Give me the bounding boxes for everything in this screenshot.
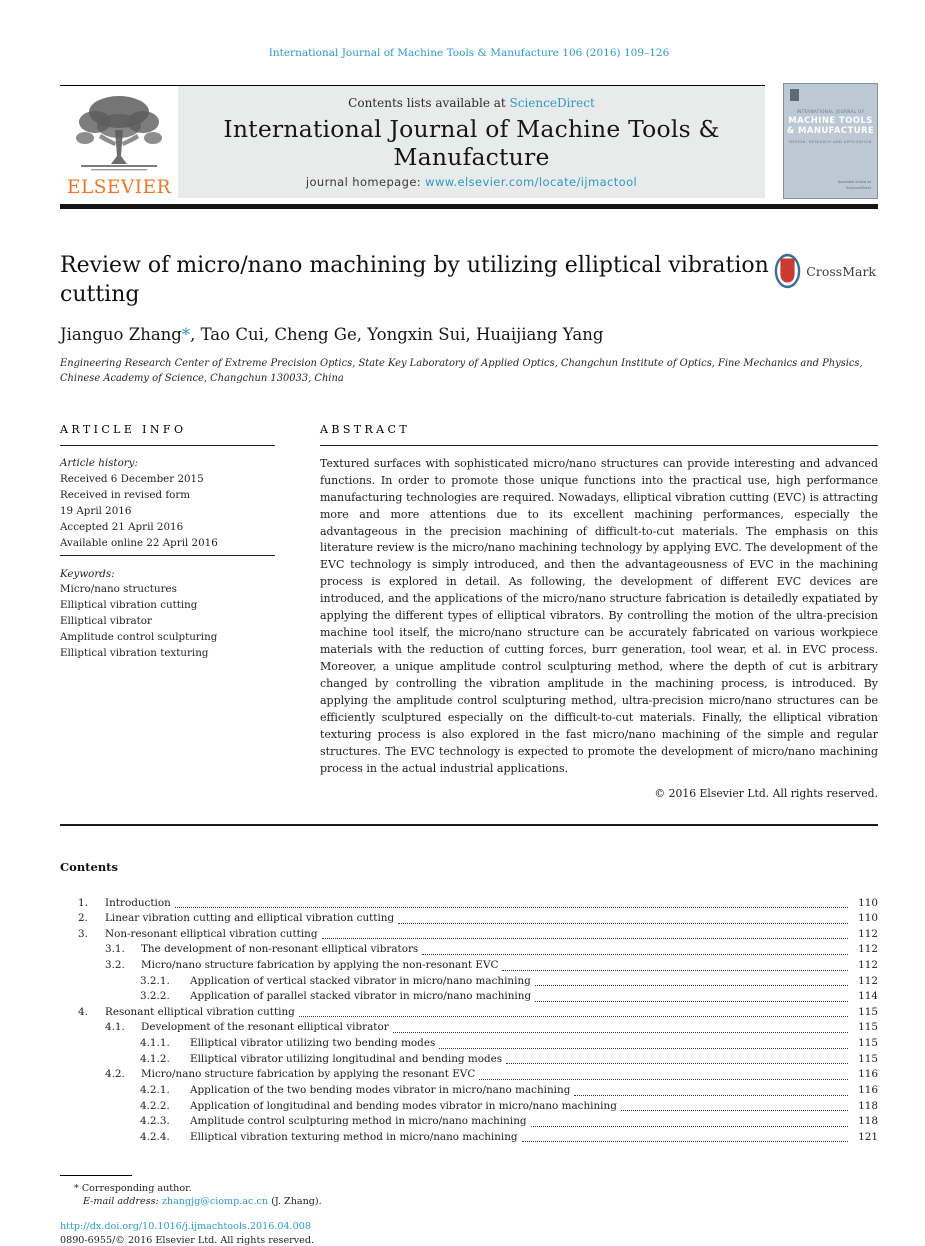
author-others: , Tao Cui, Cheng Ge, Yongxin Sui, Huaijiang Yang bbox=[190, 325, 604, 345]
article-history-label: Article history: bbox=[60, 456, 138, 469]
toc-entry-page: 115 bbox=[858, 1021, 878, 1034]
abstract-text: Textured surfaces with sophisticated micro/nano structures can provide interesting and advanced functions. In order to promote those unique functions into the practical use, high performance manufacturing technologies are required. Nowadays, elliptical vibration cutting (EVC) is attracting more and more attentions due to its excellent machining performances, especially the advantageous in the precision machining of difficult-to-cut materials. The emphasis on this literature review is the micro/nano machining technology by applying EVC. The development of the EVC technology is simply introduced, and then the advantageousness of EVC in the machining process is explored in detail. As following, the development of different EVC devices are introduced, and the applications of the micro/nano structure fabrication is detailedly expatiated by applying the different types of elliptical vibrators. By controlling the motion of the ultra-precision machine tool itself, the micro/nano structure can be accurately fabricated on various workpiece materials with the reduction of cutting forces, burr generation, tool wear, et al. in EVC process. Moreover, a unique amplitude control sculpturing method, where the depth of cut is arbitrary changed by controlling the vibration amplitude in the machining process, is introduced. By applying the amplitude control sculpturing method, ultra-precision micro/nano structures can be efficiently sculptured especially on the difficult-to-cut materials. Finally, the elliptical vibration texturing process is also explored in the fast micro/nano machining of the simple and regular structures. The EVC technology is expected to promote the development of micro/nano machining process in the actual industrial applications. bbox=[320, 456, 878, 775]
running-head-citation: International Journal of Machine Tools & Manufacture 106 (2016) 109–126 bbox=[268, 47, 670, 59]
header-divider bbox=[60, 204, 878, 209]
toc-entry-number: 4.1. bbox=[105, 1021, 125, 1034]
toc-dot-leader bbox=[506, 1063, 848, 1064]
toc-entry[interactable] bbox=[60, 942, 878, 958]
cover-footer-line2: ScienceDirect bbox=[846, 185, 871, 190]
keyword-line: Micro/nano structures bbox=[60, 583, 177, 596]
history-divider-rule bbox=[60, 555, 275, 556]
toc-entry[interactable] bbox=[60, 1083, 878, 1099]
footnote-rule bbox=[60, 1175, 132, 1176]
toc-entry-label: Introduction bbox=[105, 896, 171, 909]
cover-subtitle: DESIGN, RESEARCH AND APPLICATION bbox=[789, 139, 872, 145]
journal-homepage-link[interactable]: www.elsevier.com/locate/ijmactool bbox=[425, 175, 638, 189]
article-history-line: Received in revised form bbox=[60, 488, 191, 501]
toc-entry-label: Elliptical vibrator utilizing longitudinal and bending modes bbox=[190, 1052, 503, 1065]
journal-cover-thumbnail bbox=[783, 83, 878, 199]
toc-entry[interactable] bbox=[60, 958, 878, 974]
toc-dot-leader bbox=[621, 1110, 848, 1111]
toc-entry[interactable] bbox=[60, 1114, 878, 1130]
contents-lists-line bbox=[178, 96, 765, 110]
cover-title bbox=[784, 116, 877, 136]
crossmark-label: CrossMark bbox=[806, 263, 876, 279]
toc-entry-label: The development of non-resonant elliptical vibrators bbox=[141, 943, 419, 956]
abstract-heading: ABSTRACT bbox=[320, 422, 411, 436]
toc-entry-number: 4.2.3. bbox=[140, 1115, 170, 1128]
journal-title: International Journal of Machine Tools & Manufacture bbox=[223, 114, 720, 171]
abstract-column bbox=[320, 423, 878, 800]
table-of-contents bbox=[60, 896, 878, 1146]
toc-entry-label: Non-resonant elliptical vibration cutting bbox=[105, 927, 318, 940]
toc-entry-label: Amplitude control sculpturing method in micro/nano machining bbox=[190, 1115, 527, 1128]
email-suffix: (J. Zhang). bbox=[268, 1196, 322, 1208]
toc-entry-label: Application of longitudinal and bending modes vibrator in micro/nano machining bbox=[190, 1099, 617, 1112]
toc-dot-leader bbox=[535, 985, 848, 986]
keyword-line: Elliptical vibrator bbox=[60, 615, 152, 628]
cover-publisher-icon bbox=[790, 89, 799, 101]
toc-entry[interactable] bbox=[60, 896, 878, 912]
footnote-block bbox=[60, 1175, 878, 1246]
cover-kicker: INTERNATIONAL JOURNAL OF bbox=[796, 109, 865, 114]
toc-entry[interactable] bbox=[60, 1005, 878, 1021]
sciencedirect-link[interactable]: ScienceDirect bbox=[509, 96, 595, 110]
issn-copyright-line: 0890-6955/© 2016 Elsevier Ltd. All rights reserved. bbox=[60, 1235, 315, 1246]
toc-dot-leader bbox=[398, 923, 848, 924]
article-title: Review of micro/nano machining by utilizing elliptical vibration cutting bbox=[60, 253, 769, 308]
toc-entry-page: 112 bbox=[858, 943, 878, 956]
toc-entry-label: Application of parallel stacked vibrator in micro/nano machining bbox=[190, 990, 532, 1003]
contents-heading: Contents bbox=[60, 859, 118, 874]
toc-entry-page: 110 bbox=[858, 896, 878, 909]
crossmark-icon bbox=[774, 253, 801, 289]
author-corresponding: Jianguo Zhang bbox=[60, 325, 182, 345]
toc-dot-leader bbox=[535, 1001, 848, 1002]
elsevier-wordmark: ELSEVIER bbox=[66, 177, 172, 198]
abstract-bottom-divider bbox=[60, 824, 878, 826]
elsevier-tree-icon bbox=[71, 90, 167, 176]
toc-entry-label: Application of the two bending modes vibrator in micro/nano machining bbox=[190, 1083, 571, 1096]
cover-footer bbox=[838, 180, 871, 191]
toc-entry-label: Application of vertical stacked vibrator in micro/nano machining bbox=[190, 974, 531, 987]
article-history-list bbox=[60, 472, 275, 552]
doi-link[interactable]: http://dx.doi.org/10.1016/j.ijmachtools.2016.04.008 bbox=[60, 1221, 311, 1233]
homepage-prefix: journal homepage: bbox=[305, 175, 426, 189]
email-link[interactable]: zhangjg@ciomp.ac.cn bbox=[161, 1196, 269, 1208]
toc-entry-page: 116 bbox=[858, 1083, 878, 1096]
author-list bbox=[60, 325, 878, 344]
toc-entry-number: 1. bbox=[78, 896, 88, 909]
cover-footer-line1: Available online at bbox=[837, 180, 871, 185]
toc-entry-number: 3.2.1. bbox=[140, 974, 170, 987]
toc-entry-page: 115 bbox=[858, 1052, 878, 1065]
corresponding-asterisk[interactable]: * bbox=[181, 325, 191, 345]
toc-entry[interactable] bbox=[60, 1036, 878, 1052]
toc-entry[interactable] bbox=[60, 1052, 878, 1068]
toc-entry-label: Resonant elliptical vibration cutting bbox=[105, 1005, 295, 1018]
article-info-column bbox=[60, 423, 275, 800]
email-label: E-mail address: bbox=[83, 1196, 159, 1208]
affiliation-line2: Chinese Academy of Science, Changchun 130033, China bbox=[60, 372, 344, 384]
toc-entry[interactable] bbox=[60, 911, 878, 927]
toc-entry-label: Micro/nano structure fabrication by applying the non-resonant EVC bbox=[141, 959, 499, 972]
article-history-line: 19 April 2016 bbox=[60, 504, 132, 517]
toc-dot-leader bbox=[393, 1032, 848, 1033]
article-history-line: Received 6 December 2015 bbox=[60, 472, 204, 485]
toc-entry-page: 115 bbox=[858, 1037, 878, 1050]
toc-entry-page: 112 bbox=[858, 927, 878, 940]
toc-entry-page: 115 bbox=[858, 1005, 878, 1018]
keywords-list bbox=[60, 582, 275, 662]
cover-title-line2: & MANUFACTURE bbox=[786, 126, 875, 137]
toc-entry[interactable] bbox=[60, 1130, 878, 1146]
toc-dot-leader bbox=[299, 1016, 848, 1017]
keyword-line: Elliptical vibration cutting bbox=[60, 599, 198, 612]
toc-entry-number: 4.2. bbox=[105, 1068, 125, 1081]
abstract-rule bbox=[320, 445, 878, 446]
cover-title-line1: MACHINE TOOLS bbox=[788, 116, 873, 126]
toc-dot-leader bbox=[522, 1141, 848, 1142]
toc-dot-leader bbox=[502, 970, 848, 971]
toc-entry-page: 121 bbox=[858, 1130, 878, 1143]
keyword-line: Elliptical vibration texturing bbox=[60, 647, 209, 660]
journal-banner bbox=[60, 83, 878, 199]
toc-entry-label: Elliptical vibration texturing method in micro/nano machining bbox=[190, 1130, 518, 1143]
toc-entry-number: 4. bbox=[78, 1005, 88, 1018]
toc-dot-leader bbox=[322, 938, 848, 939]
toc-entry-number: 4.2.4. bbox=[140, 1130, 170, 1143]
toc-entry[interactable] bbox=[60, 974, 878, 990]
affiliation-line1: Engineering Research Center of Extreme Precision Optics, State Key Laboratory of Applied Optics, Changchun Institute of Optics, Fine Mechanics and Physics, bbox=[60, 358, 863, 370]
email-line bbox=[60, 1196, 878, 1207]
toc-entry-page: 114 bbox=[858, 990, 878, 1003]
toc-entry-page: 110 bbox=[858, 912, 878, 925]
toc-entry[interactable] bbox=[60, 1020, 878, 1036]
toc-entry-page: 112 bbox=[858, 974, 878, 987]
toc-entry-number: 4.1.1. bbox=[140, 1037, 170, 1050]
toc-entry-label: Linear vibration cutting and elliptical vibration cutting bbox=[105, 912, 395, 925]
toc-entry-page: 118 bbox=[858, 1115, 878, 1128]
toc-entry-number: 2. bbox=[78, 912, 88, 925]
article-history-line: Accepted 21 April 2016 bbox=[60, 520, 184, 533]
toc-entry-number: 3.1. bbox=[105, 943, 125, 956]
contents-lists-prefix: Contents lists available at bbox=[348, 96, 510, 110]
toc-dot-leader bbox=[422, 954, 848, 955]
corresponding-author-note: * Corresponding author. bbox=[74, 1183, 192, 1195]
article-info-rule bbox=[60, 445, 275, 446]
toc-entry-number: 4.2.1. bbox=[140, 1083, 170, 1096]
elsevier-logo bbox=[60, 86, 178, 198]
keywords-label: Keywords: bbox=[60, 567, 115, 580]
banner-main bbox=[60, 85, 765, 198]
journal-homepage-line bbox=[178, 175, 765, 189]
toc-dot-leader bbox=[439, 1048, 848, 1049]
toc-entry-number: 3.2.2. bbox=[140, 990, 170, 1003]
toc-dot-leader bbox=[479, 1079, 848, 1080]
toc-entry[interactable] bbox=[60, 1099, 878, 1115]
crossmark-badge[interactable] bbox=[774, 253, 876, 289]
toc-entry-page: 112 bbox=[858, 959, 878, 972]
toc-entry-page: 118 bbox=[858, 1099, 878, 1112]
toc-entry-number: 4.2.2. bbox=[140, 1099, 170, 1112]
toc-entry-page: 116 bbox=[858, 1068, 878, 1081]
toc-entry-number: 3.2. bbox=[105, 959, 125, 972]
toc-dot-leader bbox=[531, 1126, 848, 1127]
toc-dot-leader bbox=[175, 907, 848, 908]
toc-entry-label: Development of the resonant elliptical vibrator bbox=[141, 1021, 389, 1034]
toc-entry-label: Micro/nano structure fabrication by applying the resonant EVC bbox=[141, 1068, 476, 1081]
toc-entry[interactable] bbox=[60, 989, 878, 1005]
article-history-line: Available online 22 April 2016 bbox=[60, 536, 218, 549]
banner-center bbox=[178, 86, 765, 198]
toc-dot-leader bbox=[574, 1095, 848, 1096]
toc-entry-number: 3. bbox=[78, 927, 88, 940]
toc-entry[interactable] bbox=[60, 927, 878, 943]
copyright-line: © 2016 Elsevier Ltd. All rights reserved. bbox=[654, 786, 878, 800]
toc-entry[interactable] bbox=[60, 1067, 878, 1083]
article-info-heading: ARTICLE INFO bbox=[60, 422, 187, 436]
affiliation bbox=[60, 357, 878, 387]
toc-entry-label: Elliptical vibrator utilizing two bending modes bbox=[190, 1037, 436, 1050]
keyword-line: Amplitude control sculpturing bbox=[60, 631, 218, 644]
toc-entry-number: 4.1.2. bbox=[140, 1052, 170, 1065]
